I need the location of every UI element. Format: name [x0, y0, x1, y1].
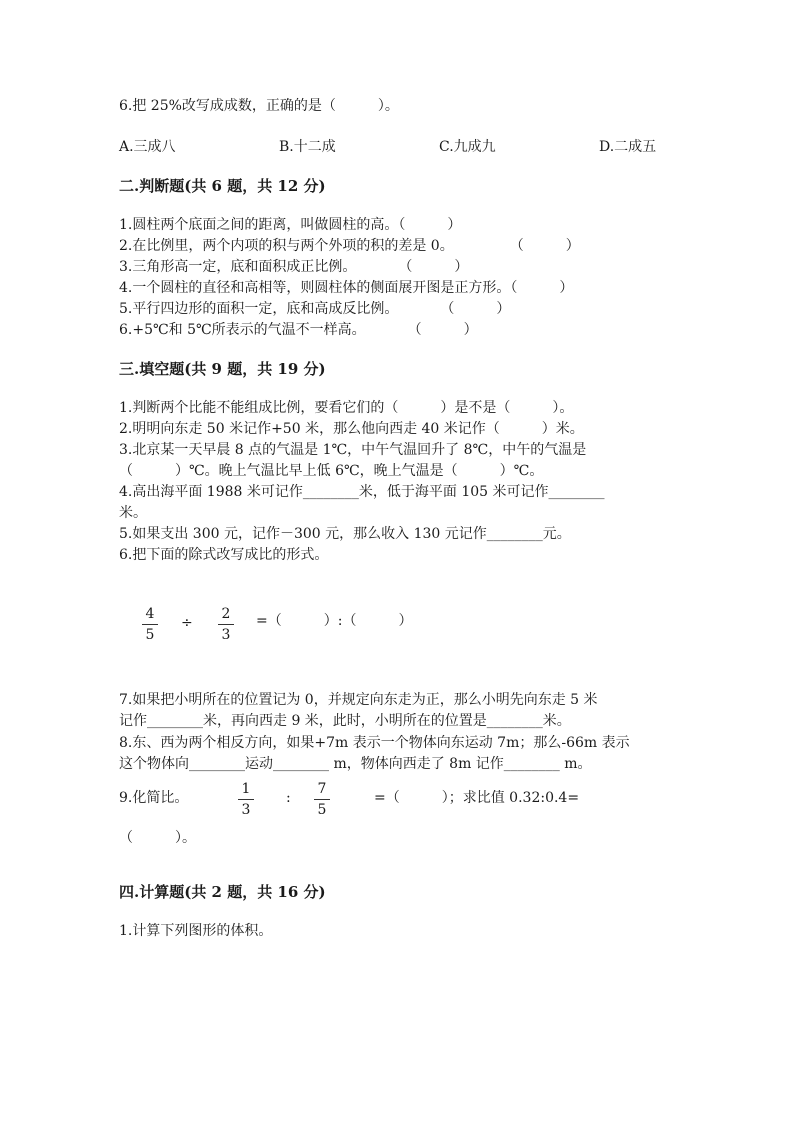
fill-line-9: 7.如果把小明所在的位置记为 0，并规定向东走为正，那么小明先向东走 5 米 [119, 692, 598, 708]
fill-line-12: 这个物体向________运动________ m，物体向西走了 8m 记作________ m。 [119, 756, 592, 772]
section-2-title: 二.判断题(共 6 题，共 12 分) [119, 177, 326, 195]
q9-prefix: 9.化简比。 [119, 790, 189, 806]
judge-item-4: 4.一个圆柱的直径和高相等，则圆柱体的侧面展开图是正方形。（ ） [119, 280, 574, 296]
numerator: 2 [221, 606, 231, 622]
fill-line-10: 记作________米，再向西走 9 米，此时，小明所在的位置是________米。 [119, 713, 571, 729]
section-3-title: 三.填空题(共 9 题，共 19 分) [119, 360, 326, 378]
divide-sign: ÷ [181, 615, 193, 631]
fill-line-11: 8.东、西为两个相反方向，如果+7m 表示一个物体向东运动 7m；那么-66m 表示 [119, 735, 630, 751]
denominator: 3 [241, 802, 251, 818]
fill-line-2: 2.明明向东走 50 米记作+50 米，那么他向西走 40 米记作（ ）米。 [119, 421, 584, 437]
fraction-bar [314, 799, 330, 800]
fill-line-8: 6.把下面的除式改写成比的形式。 [119, 547, 329, 563]
fill-line-6: 米。 [119, 505, 147, 521]
fraction-bar [218, 624, 234, 625]
judge-item-6: 6.+5℃和 5℃所表示的气温不一样高。 （ ） [119, 322, 478, 338]
judge-item-3: 3.三角形高一定，底和面积成正比例。 （ ） [119, 259, 469, 275]
calc-item-1: 1.计算下列图形的体积。 [119, 923, 273, 939]
judge-item-1: 1.圆柱两个底面之间的距离，叫做圆柱的高。（ ） [119, 217, 462, 233]
numerator: 4 [145, 606, 155, 622]
denominator: 3 [221, 627, 231, 643]
option-a: A.三成八 [119, 139, 176, 155]
fraction-4-5 [140, 605, 160, 644]
section-4-title: 四.计算题(共 2 题，共 16 分) [119, 883, 326, 901]
fill-line-3: 3.北京某一天早晨 8 点的气温是 1℃，中午气温回升了 8℃，中午的气温是 [119, 442, 587, 458]
option-c: C.九成九 [439, 139, 496, 155]
fraction-1-3 [236, 780, 256, 819]
judge-item-2: 2.在比例里，两个内项的积与两个外项的积的差是 0。 （ ） [119, 238, 580, 254]
ratio-colon: : [286, 790, 291, 806]
fraction-bar [238, 799, 254, 800]
ratio-blanks: =（ ）:（ ） [256, 613, 413, 629]
fraction-7-5 [312, 780, 332, 819]
option-b: B.十二成 [279, 139, 336, 155]
fraction-2-3 [216, 605, 236, 644]
denominator: 5 [145, 627, 155, 643]
numerator: 1 [241, 781, 251, 797]
fraction-bar [142, 624, 158, 625]
fill-line-5: 4.高出海平面 1988 米可记作________米，低于海平面 105 米可记作________ [119, 484, 605, 500]
question-6-stem: 6.把 25%改写成成数，正确的是（ ）。 [119, 98, 399, 114]
numerator: 7 [317, 781, 327, 797]
q9-continuation: （ ）。 [119, 830, 196, 846]
denominator: 5 [317, 802, 327, 818]
fill-line-1: 1.判断两个比能不能组成比例，要看它们的（ ）是不是（ ）。 [119, 400, 574, 416]
fill-line-7: 5.如果支出 300 元，记作－300 元，那么收入 130 元记作________元。 [119, 526, 571, 542]
option-d: D.二成五 [599, 139, 657, 155]
fill-line-4: （ ）℃。晚上气温比早上低 6℃，晚上气温是（ ）℃。 [119, 463, 544, 479]
q9-rest: =（ ）；求比值 0.32:0.4= [374, 790, 580, 806]
judge-item-5: 5.平行四边形的面积一定，底和高成反比例。 （ ） [119, 301, 511, 317]
